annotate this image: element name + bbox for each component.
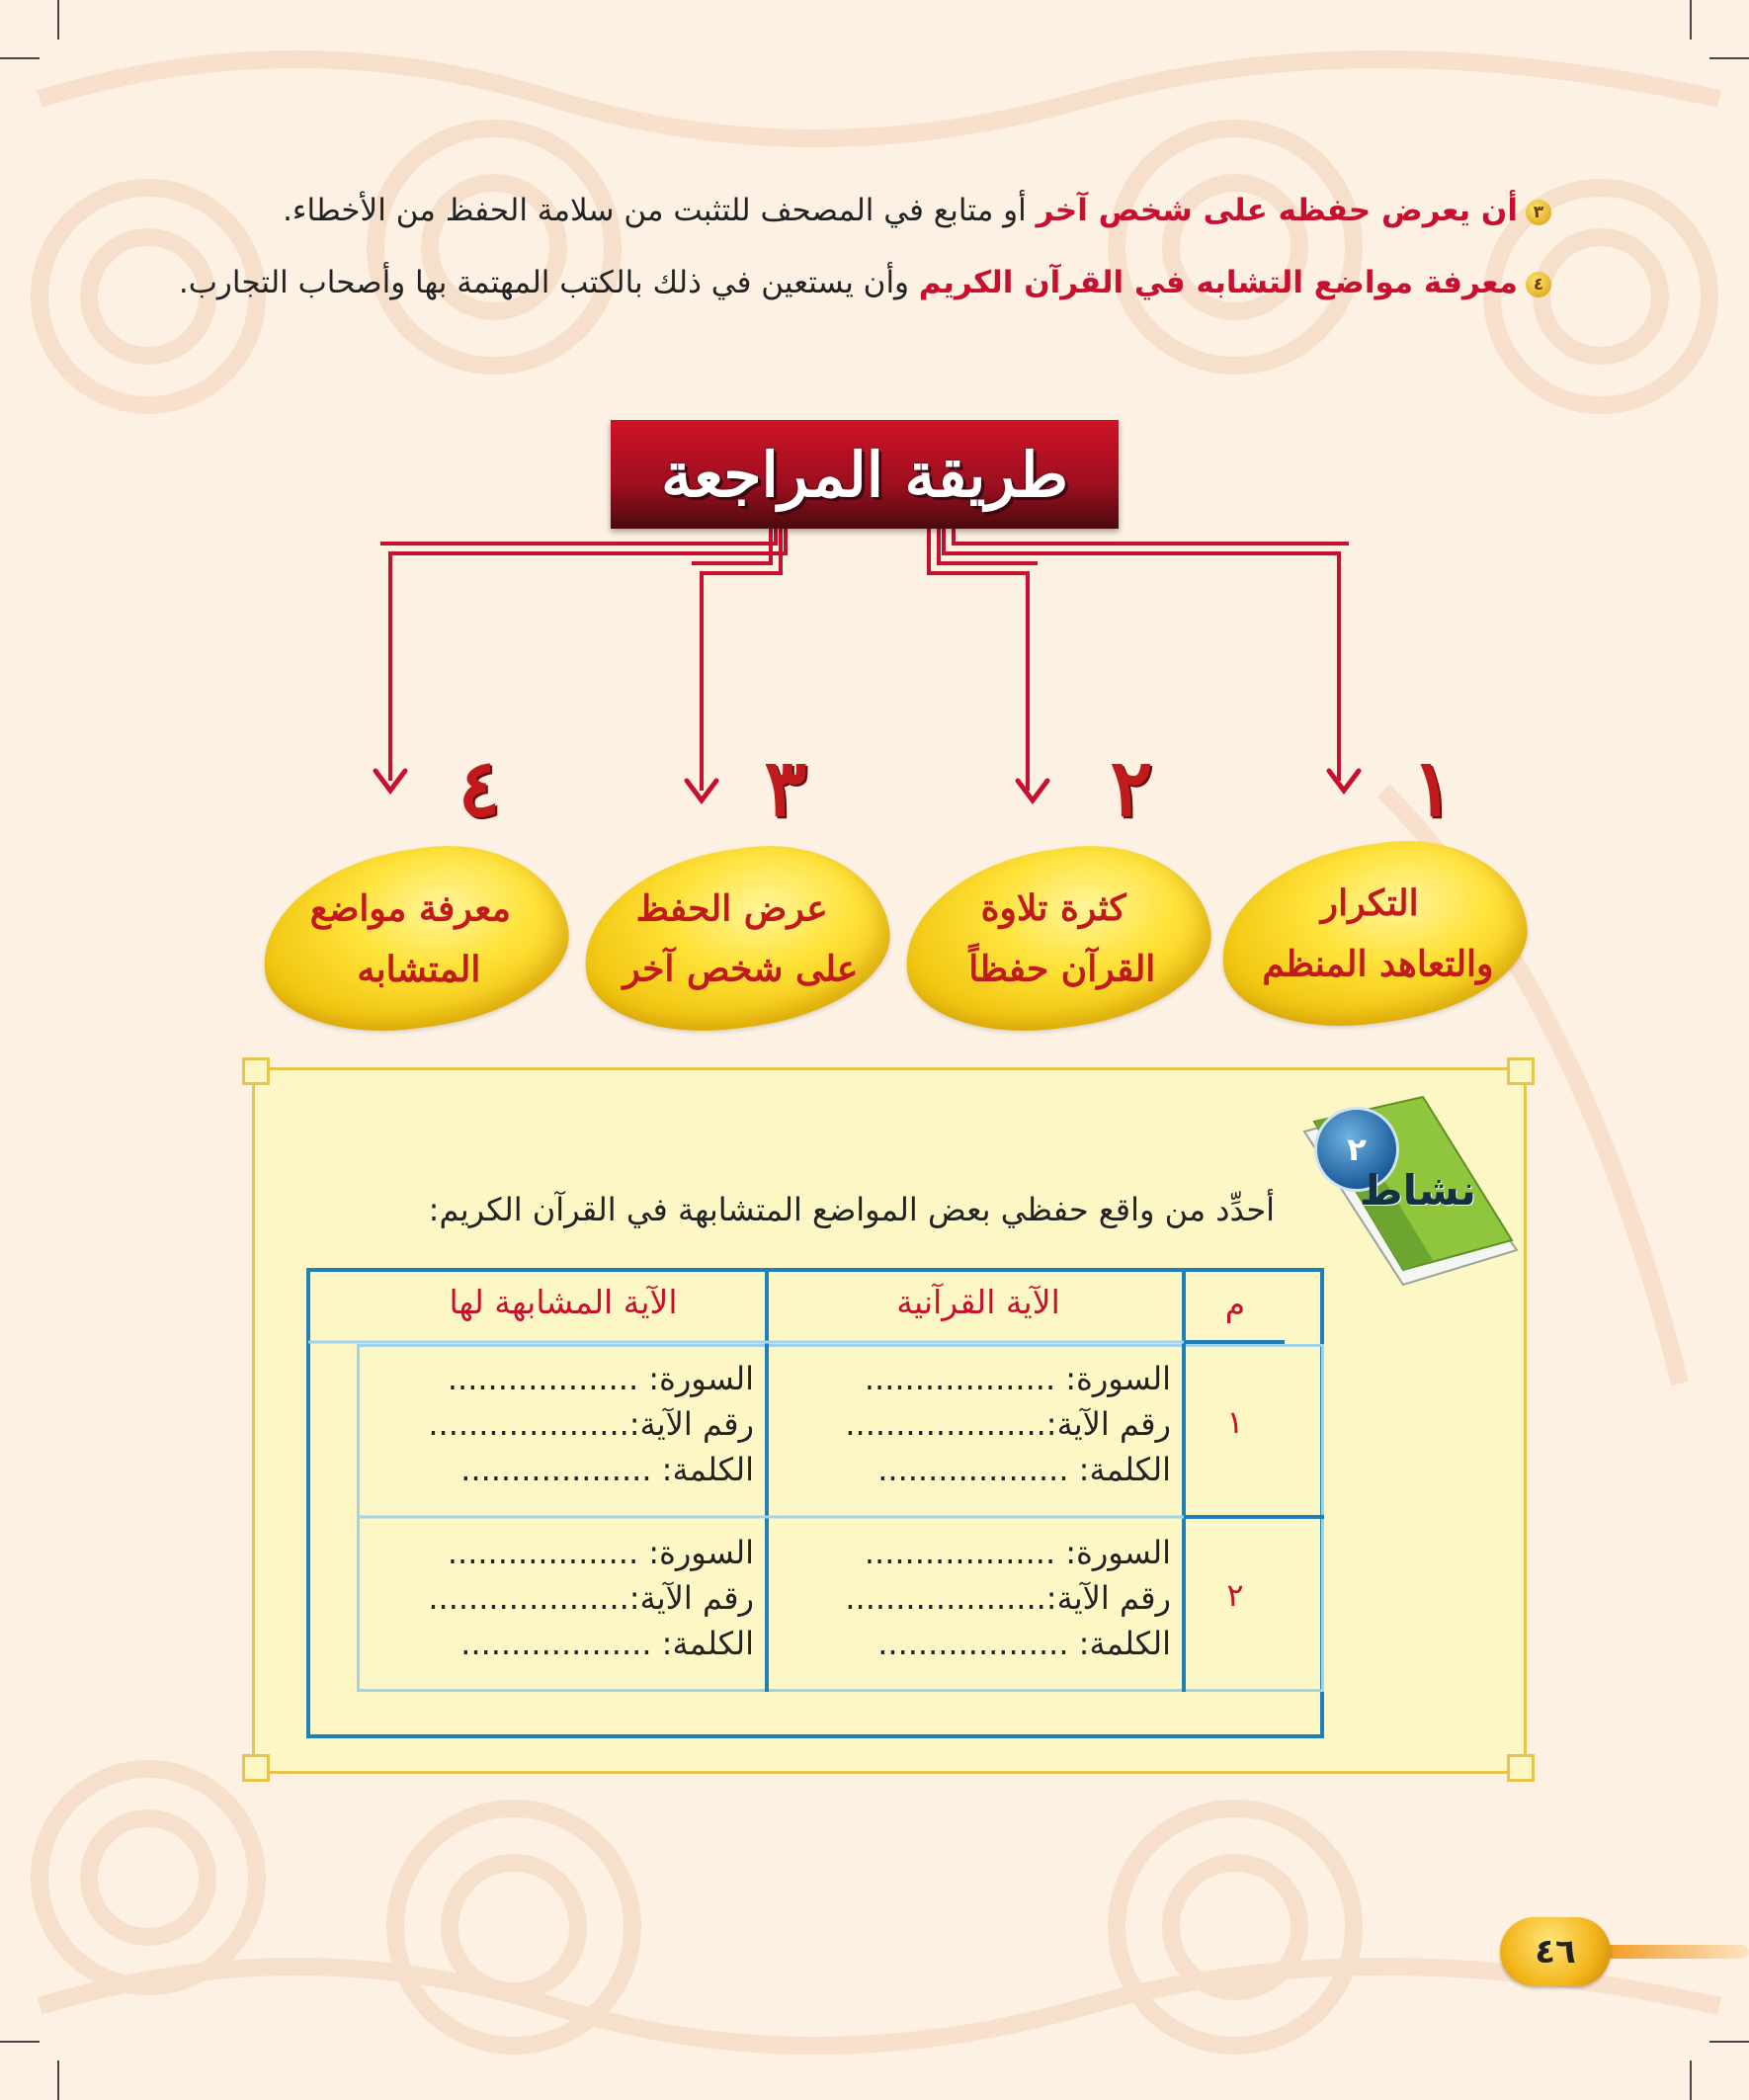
diagram-item-line2: والتعاهد المنظم [1262,943,1494,985]
table-cell-verse [791,1356,1171,1492]
table-header-index: م [1224,1285,1246,1323]
field-ayah-number: رقم الآية:.................... [428,1405,754,1443]
table-row-number: ٢ [1226,1576,1244,1614]
activity-instruction: أحدِّد من واقع حفظي بعض المواضع المتشابهة في القرآن الكريم: [428,1191,1275,1228]
table-header-verse: الآية القرآنية [896,1283,1060,1321]
field-word: الكلمة: ................... [460,1625,754,1662]
diagram-title: طريقة المراجعة [661,438,1068,511]
page-number-stripe [1601,1945,1749,1959]
field-ayah-number: رقم الآية:.................... [428,1579,754,1617]
field-ayah-number: رقم الآية:.................... [845,1405,1171,1443]
diagram-number-3: ٣ [764,741,807,834]
diagram-item-line1: كثرة تلاوة [980,887,1126,930]
activity-number-badge: ٢ [1314,1107,1399,1192]
diagram-item-line1: عرض الحفظ [635,887,828,930]
bullet-text: وأن يستعين في ذلك بالكتب المهتمة بها وأصحاب التجارب. [178,265,919,300]
diagram-number-2: ٢ [1110,741,1153,834]
bullet-highlight: أن يعرض حفظه على شخص آخر [1036,193,1518,228]
diagram-item-line1: معرفة مواضع [310,887,512,930]
page-number: ٤٦ [1500,1917,1611,1986]
table-header-similar: الآية المشابهة لها [449,1283,678,1321]
bullet-number: ٤ [1526,272,1551,297]
diagram-number-1: ١ [1411,741,1455,834]
bullet-highlight: معرفة مواضع التشابه في القرآن الكريم [918,265,1518,300]
field-surah: السورة: ................... [864,1360,1171,1397]
field-ayah-number: رقم الآية:.................... [845,1579,1171,1617]
field-word: الكلمة: ................... [877,1451,1171,1488]
diagram-item-line2: على شخص آخر [623,948,859,990]
diagram-number-4: ٤ [458,741,501,834]
field-surah: السورة: ................... [447,1534,754,1571]
field-word: الكلمة: ................... [877,1625,1171,1662]
diagram-item-line2: المتشابه [357,948,481,990]
bullet-text: أو متابع في المصحف للتثبت من سلامة الحفظ من الأخطاء. [283,193,1037,228]
diagram-item-line2: القرآن حفظاً [967,948,1155,990]
field-surah: السورة: ................... [447,1360,754,1397]
table-cell-similar [374,1530,754,1666]
field-surah: السورة: ................... [864,1534,1171,1571]
activity-label: نشاط [1360,1166,1476,1215]
field-word: الكلمة: ................... [460,1451,754,1488]
table-cell-similar [374,1356,754,1492]
table-cell-verse [791,1530,1171,1666]
diagram-item-line1: التكرار [1320,882,1419,925]
bullet-number: ٣ [1526,200,1551,225]
table-row-number: ١ [1226,1403,1244,1441]
